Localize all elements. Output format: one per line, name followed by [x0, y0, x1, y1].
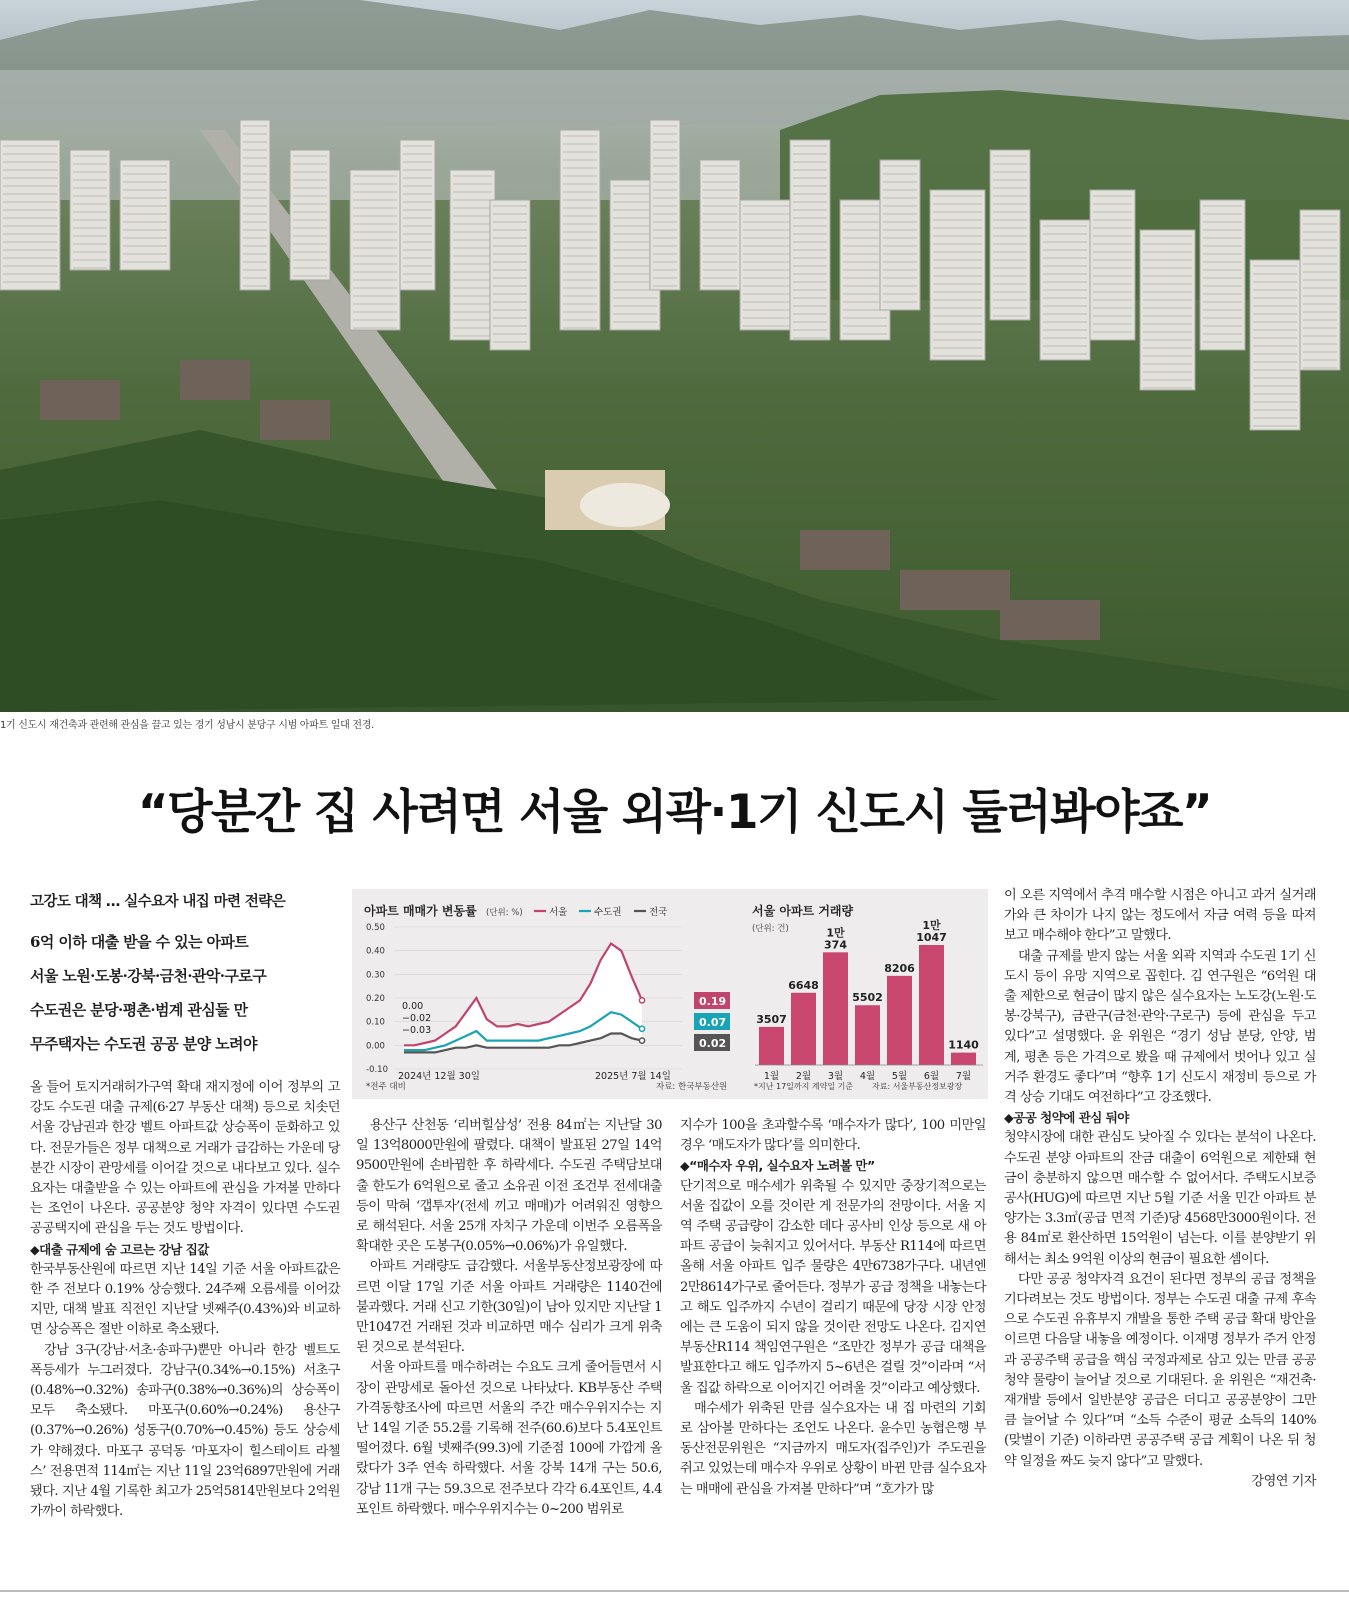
bar-value-label: 6648 — [788, 978, 819, 992]
low-rise-roof — [1000, 600, 1100, 640]
bar-value-label: 1047 — [916, 931, 947, 944]
bar — [887, 976, 912, 1065]
end-point — [639, 1026, 644, 1031]
bar-category-label: 1월 — [763, 1071, 780, 1082]
bar-chart-unit: (단위: 건) — [752, 924, 789, 934]
apartment-building — [450, 170, 495, 340]
paragraph: 한국부동산원에 따르면 지난 14일 기준 서울 아파트값은 한 주 전보다 0.19% 상승했다. 24주째 오름세를 이어갔지만, 대책 발표 직전인 지난달 넷째주(0.43%)와 비교하면 상승폭은 절반 이하로 축소됐다. — [30, 1261, 340, 1338]
aerial-photo — [0, 0, 1349, 712]
apartment-building — [930, 190, 985, 360]
bar-chart-footnote: *지난 17일까지 계약일 기준 — [754, 1082, 854, 1091]
apartment-building — [990, 150, 1030, 320]
deck-line: 무주택자는 수도권 공공 분양 노려야 — [30, 1035, 257, 1053]
bar — [951, 1053, 976, 1065]
line-chart-footnote: *전주 대비 — [366, 1082, 406, 1092]
paragraph: 대출 규제를 받지 않는 서울 외곽 지역과 수도권 1기 신도시 등이 유망 지역으로 꼽힌다. 김 연구원은 “6억원 대출 제한으로 현금이 많지 않은 실수요자는 노도강(노원·도봉·강북구), 금관구(금천·관악·구로구) 등에 관심을 두고 있다”고 설명했다. 윤 위원은 “경기 성남 분당, 안양, 범계, 평촌 등은 가격으로 봤을 때 규제에서 벗어나 있고 실거주 환경도 좋다”며 “향후 1기 신도시 재정비 등으로 가격 상승 기대도 여전하다”고 강조했다. — [1004, 948, 1316, 1106]
bar-category-label: 7월 — [955, 1071, 972, 1082]
bar-chart — [755, 918, 983, 1082]
start-value-label: −0.02 — [402, 1013, 432, 1024]
paragraph: 강남 3구(강남·서초·송파구)뿐만 아니라 한강 벨트도 폭등세가 누그러졌다. 강남구(0.34%→0.15%) 서초구(0.48%→0.32%) 송파구(0.38%→0.36%)의 상승폭이 모두 축소됐다. 마포구(0.60%→0.24%) 용산구(0.37%→0.26%) 성동구(0.70%→0.45%) 등도 상승세가 약해졌다. 마포구 공덕동 ‘마포자이 힐스테이트 라첼스’ 전용면적 114㎡는 지난 11일 23억6897만원에 거래됐다. 지난 4월 기록한 최고가 25억5814만원보다 2억원 가까이 하락했다. — [30, 1342, 340, 1520]
x-start-label: 2024년 12월 30일 — [398, 1071, 480, 1082]
article-column-3 — [680, 1116, 986, 1500]
x-end-label: 2025년 7월 14일 — [595, 1071, 671, 1082]
chart-graphic — [352, 889, 988, 1099]
paragraph: 서울 아파트를 매수하려는 수요도 크게 줄어들면서 시장이 관망세로 돌아선 것으로 나타났다. KB부동산 주택가격동향조사에 따르면 서울의 주간 매수우위지수는 지난 14일 기준 55.2를 기록해 전주(60.6)보다 5.4포인트 떨어졌다. 6월 넷째주(99.3)에 기준점 100에 가깝게 올랐다가 3주 연속 하락했다. 서울 강북 14개 구는 50.6, 강남 11개 구는 59.3으로 전주보다 각각 6.4포인트, 4.4포인트 하락했다. 매수우위지수는 0~200 범위로 — [356, 1360, 662, 1517]
paragraph: 매수세가 위축된 만큼 실수요자는 내 집 마련의 기회로 삼아볼 만하다는 조언도 나온다. 윤수민 농협은행 부동산전문위원은 “지금까지 매도자(집주인)가 주도권을 쥐고 있었는데 매수자 우위로 상황이 바뀐 만큼 실수요자는 매매에 관심을 가져볼 만하다”며 “호가가 많 — [680, 1400, 986, 1497]
bar-category-label: 5월 — [891, 1071, 908, 1082]
line-chart-title: 아파트 매매가 변동률 — [364, 904, 477, 918]
bar-value-label: 374 — [824, 938, 847, 952]
bar-category-label: 4월 — [859, 1071, 876, 1082]
subheading: ◆대출 규제에 숨 고르는 강남 집값 — [30, 1241, 209, 1257]
y-tick-label: 0.50 — [366, 923, 385, 933]
y-tick-label: 0.10 — [366, 1017, 385, 1028]
bar-value-label: 1만 — [826, 926, 845, 940]
y-tick-label: -0.10 — [366, 1065, 388, 1075]
line-chart-unit: (단위: %) — [486, 908, 523, 918]
legend-label: 수도권 — [594, 907, 622, 918]
low-rise-roof — [180, 360, 250, 400]
end-value-label: 0.07 — [699, 1016, 727, 1029]
paragraph: 청약시장에 대한 관심도 낮아질 수 있다는 분석이 나온다. 수도권 분양 아파트의 잔금 대출이 6억원으로 제한돼 현금이 충분하지 않으면 매수할 수 없어서다. 주택도시보증공사(HUG)에 따르면 지난 5월 기준 서울 민간 아파트 분양가는 3.3㎡(공급 면적 기준)당 4568만3000원이다. 전용 84㎡로 환산하면 15억원이 넘는다. 이를 분양받기 위해서는 최소 9억원 이상의 현금이 필요한 셈이다. — [1004, 1130, 1316, 1267]
bar-category-label: 6월 — [923, 1071, 940, 1082]
bar-value-label: 1140 — [948, 1038, 979, 1052]
byline: 강영연 기자 — [1251, 1473, 1316, 1489]
paragraph: 용산구 산천동 ‘리버힐삼성’ 전용 84㎡는 지난달 30일 13억8000만원에 팔렸다. 대책이 발표된 27일 14억9500만원에 손바뀜한 후 하락세다. 수도권 주택담보대출 한도가 6억원으로 줄고 소유권 이전 조건부 전세대출 등이 막혀 ‘갭투자’(전세 끼고 매매)가 어려워진 영향으로 해석된다. 서울 25개 자치구 가운데 이번주 오름폭을 확대한 곳은 도봉구(0.05%→0.06%)가 유일했다. — [356, 1118, 662, 1255]
bottom-rule — [0, 1590, 1349, 1592]
end-point — [639, 1038, 644, 1043]
subheading: ◆“매수자 우위, 실수요자 노려볼 만” — [680, 1158, 875, 1174]
apartment-building — [350, 170, 400, 330]
bar-value-label: 8206 — [884, 961, 915, 975]
paragraph: 이 오른 지역에서 추격 매수할 시점은 아니고 과거 실거래가와 큰 차이가 나지 않는 정도에서 자금 여력 등을 따져보고 매수해야 한다”고 말했다. — [1004, 888, 1316, 944]
bar-category-label: 3월 — [827, 1071, 844, 1082]
y-tick-label: 0.40 — [366, 946, 385, 957]
y-tick-label: 0.20 — [366, 994, 385, 1004]
paragraph: 올 들어 토지거래허가구역 확대 재지정에 이어 정부의 고강도 수도권 대출 규제(6·27 부동산 대책) 등으로 치솟던 서울 강남권과 한강 벨트 아파트값 상승폭이 둔화하고 있다. 전문가들은 정부 대책으로 거래가 급감하는 가운데 당분간 시장이 관망세를 이어갈 것으로 내다보고 있다. 실수요자는 대출받을 수 있는 아파트에 관심을 가져볼 만하다는 조언이 나온다. 공공분양 청약 자격이 있다면 수도권 공공택지에 관심을 두는 것도 방법이다. — [30, 1080, 340, 1237]
bar-value-label: 1만 — [922, 919, 941, 932]
start-value-label: −0.03 — [402, 1025, 432, 1036]
apartment-building — [650, 120, 680, 290]
paragraph: 아파트 거래량도 급감했다. 서울부동산정보광장에 따르면 이달 17일 기준 서울 아파트 거래량은 1140건에 불과했다. 거래 신고 기한(30일)이 남아 있지만 지난달 1만1047건 거래된 것과 비교하면 매수 심리가 크게 위축된 것으로 분석된다. — [356, 1259, 662, 1356]
deck-line: 6억 이하 대출 받을 수 있는 아파트 — [30, 933, 249, 951]
end-point — [639, 998, 644, 1003]
end-value-label: 0.02 — [699, 1037, 727, 1050]
article-column-4 — [1004, 886, 1316, 1492]
bar-chart-source: 자료: 서울부동산정보광장 — [872, 1082, 963, 1091]
bar — [759, 1027, 784, 1065]
deck-line: 서울 노원·도봉·강북·금천·관악·구로구 — [30, 967, 267, 985]
paragraph: 지수가 100을 초과할수록 ‘매수자가 많다’, 100 미만일 경우 ‘매도자가 많다’를 의미한다. — [680, 1118, 986, 1154]
deck-title: 고강도 대책 … 실수요자 내집 마련 전략은 — [30, 894, 286, 910]
apartment-building — [1140, 230, 1195, 390]
line-chart-legend — [534, 906, 667, 918]
low-rise-roof — [40, 380, 120, 420]
bar-value-label: 3507 — [756, 1012, 787, 1026]
article-column-2 — [356, 1116, 662, 1520]
low-rise-roof — [800, 530, 890, 570]
bar-chart-title: 서울 아파트 거래량 — [752, 904, 854, 918]
charts-svg — [352, 889, 988, 1099]
low-rise-roof — [900, 570, 1010, 610]
apartment-building — [1300, 210, 1340, 370]
bar — [791, 993, 816, 1065]
apartment-building — [1250, 260, 1300, 430]
low-rise-roof — [260, 400, 330, 440]
article-column-1 — [30, 1078, 340, 1522]
deck-line: 수도권은 분당·평촌·범계 관심둘 만 — [30, 1001, 248, 1019]
aerial-photo-illustration — [0, 0, 1349, 712]
paragraph: 다만 공공 청약자격 요건이 된다면 정부의 공급 정책을 기다려보는 것도 방법이다. 정부는 수도권 대출 규제 후속으로 수도권 유휴부지 개발을 통한 주택 공급 확대 방안을 이르면 다음달 내놓을 예정이다. 이재명 정부가 주거 안정과 공공주택 공급을 핵심 국정과제로 삼고 있는 만큼 공공 청약 물량이 늘어날 것으로 기대된다. 윤 위원은 “재건축·재개발 등에서 일반분양 공급은 더디고 공공분양이 그만큼 늘어날 수 있다”며 “소득 수준이 평균 소득의 140%(맞벌이 기준) 이하라면 공공주택 공급 계획이 나온 뒤 청약 일정을 짜도 늦지 않다”고 말했다. — [1004, 1271, 1316, 1469]
y-tick-label: 0.30 — [366, 970, 385, 981]
bar — [823, 952, 848, 1065]
bar — [855, 1005, 880, 1065]
line-chart — [366, 923, 730, 1082]
end-value-label: 0.19 — [699, 995, 727, 1008]
bar-value-label: 5502 — [852, 991, 883, 1005]
line-chart-source: 자료: 한국부동산원 — [656, 1082, 728, 1092]
start-value-label: 0.00 — [402, 1001, 424, 1012]
bar-category-label: 2월 — [795, 1071, 812, 1082]
bar — [919, 945, 944, 1065]
paragraph: 단기적으로 매수세가 위축될 수 있지만 중장기적으로는 서울 집값이 오를 것이란 게 전문가의 전망이다. 서울 지역 주택 공급량이 감소한 데다 공사비 인상 등으로 새 아파트 공급이 늦춰지고 있어서다. 부동산 R114에 따르면 올해 서울 아파트 입주 물량은 4만6738가구다. 내년엔 2만8614가구로 줄어든다. 정부가 공급 정책을 내놓는다고 해도 입주까지 수년이 걸리기 때문에 당장 시장 안정에는 큰 도움이 되지 않을 것이란 전망도 나온다. 김지연 부동산R114 책임연구원은 “조만간 정부가 공급 대책을 발표한다고 해도 입주까지 5~6년은 걸릴 것”이라며 “서울 집값 하락으로 이어지긴 어려울 것”이라고 예상했다. — [680, 1178, 986, 1396]
legend-label: 서울 — [549, 907, 568, 918]
apartment-building — [240, 120, 270, 290]
legend-label: 전국 — [649, 907, 668, 918]
headline: “당분간 집 사려면 서울 외곽·1기 신도시 둘러봐야죠” — [137, 785, 1212, 840]
subheading: ◆공공 청약에 관심 둬야 — [1004, 1110, 1129, 1126]
deck — [30, 890, 340, 1061]
photo-caption: 1기 신도시 재건축과 관련해 관심을 끌고 있는 경기 성남시 분당구 시범 아파트 일대 전경. — [0, 720, 374, 731]
y-tick-label: 0.00 — [366, 1041, 385, 1052]
